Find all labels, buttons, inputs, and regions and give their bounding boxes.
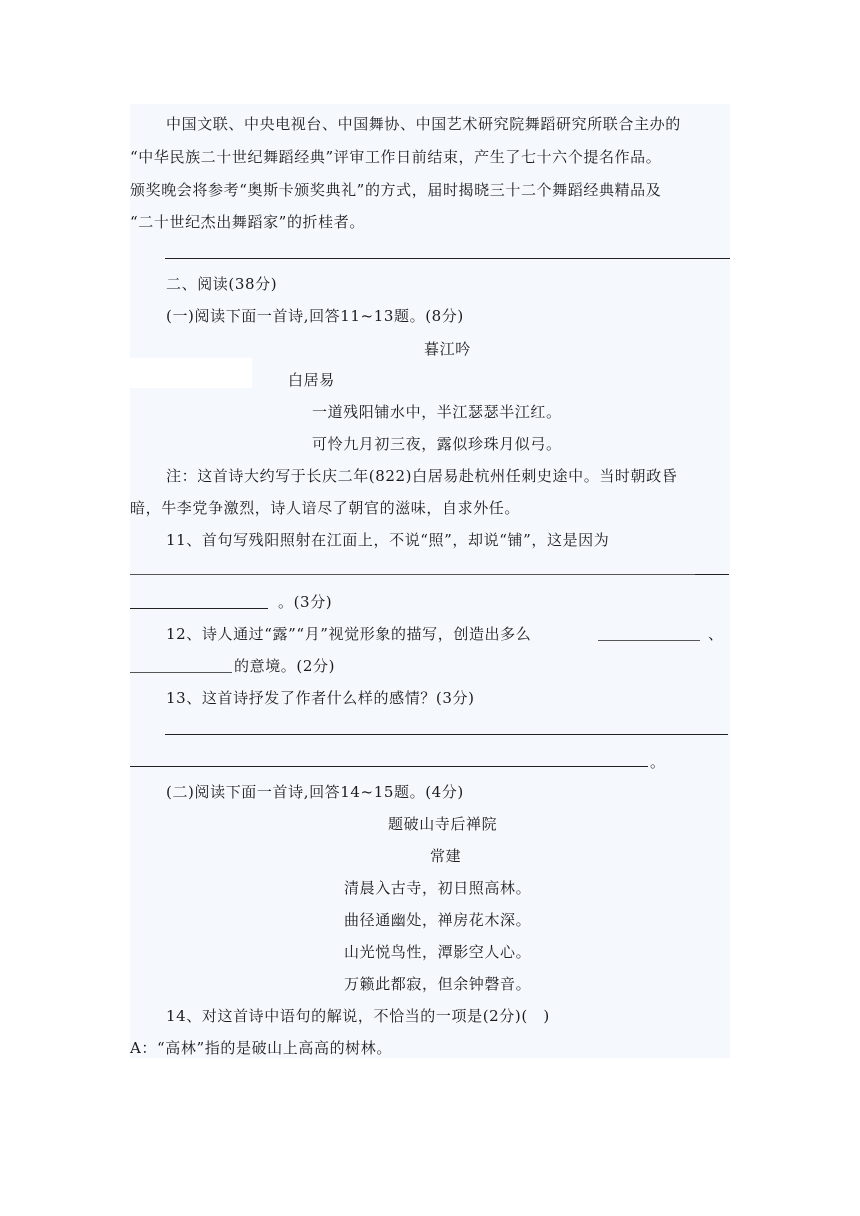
note-line-2: 暗，牛李党争激烈，诗人谙尽了朝官的滋味，自求外任。 <box>130 499 521 517</box>
poem2-line-1: 清晨入古寺，初日照高林。 <box>344 879 532 897</box>
question-13-end: 。 <box>650 753 666 771</box>
question-14: 14、对这首诗中语句的解说，不恰当的一项是(2分)( ) <box>166 1007 550 1025</box>
answer-line-passage <box>165 258 730 259</box>
question-13: 13、这首诗抒发了作者什么样的感情？(3分) <box>166 689 475 707</box>
option-a: A：“高林”指的是破山上高高的树林。 <box>130 1039 392 1057</box>
panel-notch <box>130 358 252 388</box>
poem1-line-2: 可怜九月初三夜，露似珍珠月似弓。 <box>312 435 562 453</box>
poem2-author: 常建 <box>430 847 462 865</box>
poem2-line-4: 万籁此都寂，但余钟磬音。 <box>344 975 532 993</box>
part2-intro: (二)阅读下面一首诗,回答14~15题。(4分) <box>166 783 464 801</box>
question-12-sep: 、 <box>708 625 724 643</box>
section-heading: 二、阅读(38分) <box>166 275 278 293</box>
answer-line-q13b <box>130 766 648 767</box>
passage-line-2: “中华民族二十世纪舞蹈经典”评审工作日前结束，产生了七十六个提名作品。 <box>130 148 662 166</box>
answer-blank-q12a <box>598 640 700 641</box>
poem1-author: 白居易 <box>288 371 335 389</box>
poem2-line-2: 曲径通幽处，禅房花木深。 <box>344 911 532 929</box>
answer-line-q13a <box>165 734 728 735</box>
passage-line-3: 颁奖晚会将参考“奥斯卡颁奖典礼”的方式，届时揭晓三十二个舞蹈经典精品及 <box>130 181 662 199</box>
poem1-line-1: 一道残阳铺水中，半江瑟瑟半江红。 <box>312 403 562 421</box>
answer-line-q11c <box>130 608 268 609</box>
poem2-title: 题破山寺后禅院 <box>388 815 498 833</box>
passage-line-1: 中国文联、中央电视台、中国舞协、中国艺术研究院舞蹈研究所联合主办的 <box>166 115 681 133</box>
answer-line-q11b <box>695 574 729 575</box>
question-12: 12、诗人通过“露”“月”视觉形象的描写，创造出多么 <box>166 625 532 643</box>
note-line-1: 注：这首诗大约写于长庆二年(822)白居易赴杭州任刺史途中。当时朝政昏 <box>166 467 678 485</box>
answer-line-q11a <box>130 574 695 575</box>
question-12-tail: 的意境。(2分) <box>234 657 336 675</box>
poem2-line-3: 山光悦鸟性，潭影空人心。 <box>344 943 532 961</box>
poem1-title: 暮江吟 <box>424 340 471 358</box>
question-11: 11、首句写残阳照射在江面上，不说“照”，却说“铺”，这是因为 <box>166 531 610 549</box>
question-11-tail: 。(3分) <box>278 593 333 611</box>
passage-line-4: “二十世纪杰出舞蹈家”的折桂者。 <box>130 213 365 231</box>
answer-blank-q12b <box>130 672 232 673</box>
part1-intro: (一)阅读下面一首诗,回答11~13题。(8分) <box>166 307 464 325</box>
